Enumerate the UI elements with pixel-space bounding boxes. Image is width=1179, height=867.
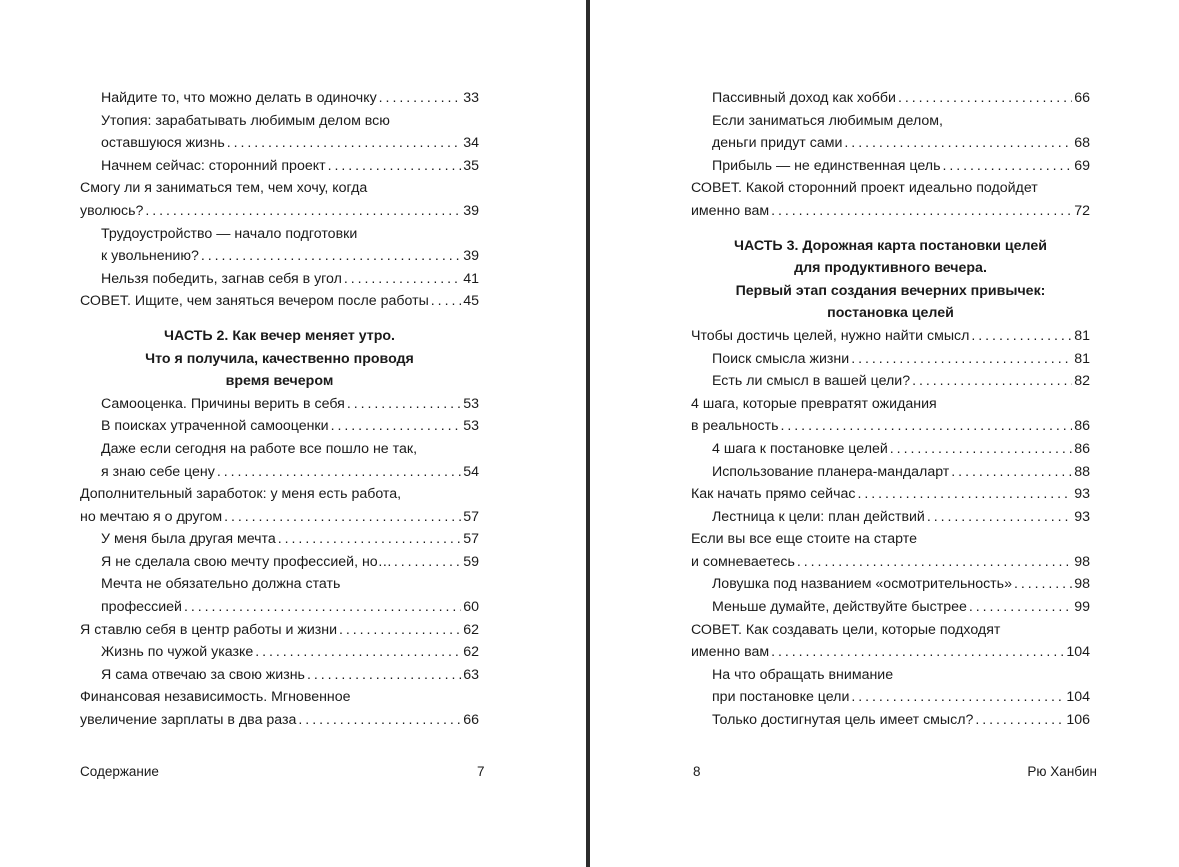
- toc-entry-title: Трудоустройство — начало подготовки: [101, 225, 358, 242]
- section-heading-line: постановка целей: [827, 305, 954, 322]
- toc-entry-line: [80, 200, 479, 223]
- footer-author: Рю Ханбин: [1027, 764, 1097, 779]
- toc-entry-line: [80, 290, 479, 313]
- toc-entry: [691, 596, 1090, 619]
- dot-leader: [969, 596, 1072, 619]
- dot-leader: [927, 506, 1072, 529]
- toc-entry-title: в реальность: [691, 418, 779, 435]
- toc-entry-line: [101, 415, 479, 438]
- toc-page-number: 98: [1074, 576, 1090, 593]
- toc-page-number: 81: [1074, 327, 1090, 344]
- toc-entry-title: Даже если сегодня на работе все пошло не так,: [101, 440, 418, 457]
- toc-entry-line: [80, 483, 479, 506]
- toc-entry-title: СОВЕТ. Какой сторонний проект идеально подойдет: [691, 180, 1038, 197]
- toc-entry-line: [712, 110, 1090, 133]
- toc-entry: [80, 393, 479, 416]
- toc-entry-line: [101, 155, 479, 178]
- toc-entry-title: Чтобы достичь целей, нужно найти смысл: [691, 327, 970, 344]
- toc-entry: [691, 325, 1090, 348]
- dot-leader: [771, 641, 1064, 664]
- toc-entry-title: деньги придут сами: [712, 135, 843, 152]
- toc-entry-title: Я сама отвечаю за свою жизнь: [101, 666, 305, 683]
- toc-entry: [80, 268, 479, 291]
- toc-entry-line: [101, 461, 479, 484]
- toc-entry-line: [101, 528, 479, 551]
- toc-entry-line: [712, 132, 1090, 155]
- toc-entry-line: [712, 155, 1090, 178]
- toc-page-number: 62: [463, 621, 479, 638]
- toc-entry: [80, 551, 479, 574]
- dot-leader: [328, 155, 462, 178]
- toc-entry-line: [80, 709, 479, 732]
- toc-entry: [691, 506, 1090, 529]
- toc-page-number: 57: [463, 531, 479, 548]
- dot-leader: [201, 245, 461, 268]
- toc-entry-title: я знаю себе цену: [101, 463, 215, 480]
- toc-entry-title: оставшуюся жизнь: [101, 135, 225, 152]
- toc-page-number: 99: [1074, 599, 1090, 616]
- dot-leader: [298, 709, 461, 732]
- right-toc: [691, 87, 1090, 732]
- toc-entry-line: [101, 438, 479, 461]
- toc-entry-line: [691, 619, 1090, 642]
- toc-entry-title: Утопия: зарабатывать любимым делом всю: [101, 112, 390, 129]
- section-heading-line: для продуктивного вечера.: [794, 260, 987, 277]
- dot-leader: [227, 132, 461, 155]
- toc-entry-title: Как начать прямо сейчас: [691, 486, 856, 503]
- toc-page-number: 57: [463, 508, 479, 525]
- footer-book-section: Содержание: [80, 764, 159, 779]
- toc-entry-title: Жизнь по чужой указке: [101, 644, 254, 661]
- toc-entry-title: увеличение зарплаты в два раза: [80, 712, 297, 729]
- dot-leader: [858, 483, 1073, 506]
- toc-entry-line: [712, 709, 1090, 732]
- toc-entry-title: Дополнительный заработок: у меня есть работа,: [80, 486, 402, 503]
- toc-entry-title: Меньше думайте, действуйте быстрее: [712, 599, 967, 616]
- toc-entry-title: профессией: [101, 599, 182, 616]
- toc-entry: [691, 438, 1090, 461]
- dot-leader: [431, 290, 461, 313]
- toc-entry-line: [691, 483, 1090, 506]
- toc-page-number: 39: [463, 202, 479, 219]
- toc-entry-line: [101, 223, 479, 246]
- toc-entry-line: [712, 506, 1090, 529]
- toc-page-number: 59: [463, 553, 479, 570]
- toc-entry-line: [101, 551, 479, 574]
- toc-entry-title: к увольнению?: [101, 248, 199, 265]
- toc-entry-line: [712, 664, 1090, 687]
- toc-entry-line: [101, 268, 479, 291]
- dot-leader: [797, 551, 1072, 574]
- toc-entry-title: Если заниматься любимым делом,: [712, 112, 943, 129]
- dot-leader: [255, 641, 461, 664]
- toc-entry-title: Найдите то, что можно делать в одиночку: [101, 90, 377, 106]
- toc-entry: [80, 573, 479, 618]
- toc-entry-title: Начнем сейчас: сторонний проект: [101, 157, 326, 174]
- toc-entry-title: Использование планера-мандаларт: [712, 463, 950, 480]
- toc-entry: [691, 155, 1090, 178]
- right-toc-top: [691, 87, 1090, 223]
- toc-page-number: 104: [1066, 689, 1090, 706]
- right-toc-bottom: [691, 325, 1090, 732]
- left-page: [0, 0, 586, 867]
- toc-entry-line: [101, 641, 479, 664]
- toc-entry-title: СОВЕТ. Как создавать цели, которые подходят: [691, 621, 1001, 638]
- toc-entry: [80, 438, 479, 483]
- dot-leader: [217, 461, 461, 484]
- dot-leader: [1014, 573, 1072, 596]
- toc-page-number: 66: [463, 712, 479, 729]
- toc-page-number: 39: [463, 248, 479, 265]
- dot-leader: [184, 596, 461, 619]
- toc-page-number: 93: [1074, 508, 1090, 525]
- toc-entry-line: [80, 619, 479, 642]
- dot-leader: [912, 370, 1072, 393]
- toc-page-number: 81: [1074, 350, 1090, 367]
- toc-entry-line: [101, 573, 479, 596]
- dot-leader: [951, 461, 1072, 484]
- toc-entry-title: именно вам: [691, 644, 770, 661]
- toc-entry: [80, 155, 479, 178]
- toc-entry-line: [101, 393, 479, 416]
- toc-entry-title: Самооценка. Причины верить в себя: [101, 395, 345, 412]
- toc-page-number: 63: [463, 666, 479, 683]
- toc-page-number: 60: [463, 599, 479, 616]
- toc-entry-title: На что обращать внимание: [712, 666, 894, 683]
- toc-entry: [80, 686, 479, 731]
- dot-leader: [898, 87, 1072, 110]
- toc-page-number: 88: [1074, 463, 1090, 480]
- toc-entry-title: и сомневаетесь: [691, 553, 795, 570]
- dot-leader: [307, 664, 461, 687]
- toc-entry: [691, 348, 1090, 371]
- section-heading-line: Первый этап создания вечерних привычек:: [735, 282, 1046, 299]
- toc-entry-line: [80, 686, 479, 709]
- toc-entry-title: Я не сделала свою мечту профессией, но…: [101, 553, 392, 570]
- toc-page-number: 35: [463, 157, 479, 174]
- dot-leader: [278, 528, 461, 551]
- toc-entry-title: уволюсь?: [80, 202, 144, 219]
- toc-entry-title: 4 шага, которые превратят ожидания: [691, 395, 937, 412]
- right-page: [590, 0, 1179, 867]
- toc-entry: [691, 370, 1090, 393]
- dot-leader: [942, 155, 1072, 178]
- toc-entry: [691, 528, 1090, 573]
- toc-page-number: 53: [463, 395, 479, 412]
- dot-leader: [781, 415, 1073, 438]
- section-heading-line: ЧАСТЬ 3. Дорожная карта постановки целей: [734, 237, 1047, 254]
- dot-leader: [890, 438, 1072, 461]
- toc-entry-line: [691, 415, 1090, 438]
- toc-entry: [80, 87, 479, 110]
- left-toc: [80, 87, 479, 732]
- toc-entry-line: [712, 370, 1090, 393]
- left-toc-bottom: [80, 393, 479, 732]
- toc-entry-title: Лестница к цели: план действий: [712, 508, 925, 525]
- toc-page-number: 54: [463, 463, 479, 480]
- left-page-number: 7: [477, 764, 485, 779]
- dot-leader: [347, 393, 461, 416]
- toc-entry-line: [712, 596, 1090, 619]
- toc-entry: [691, 709, 1090, 732]
- toc-entry-line: [712, 87, 1090, 110]
- toc-entry: [691, 87, 1090, 110]
- dot-leader: [975, 709, 1064, 732]
- toc-entry-title: Нельзя победить, загнав себя в угол: [101, 270, 342, 287]
- toc-entry-line: [691, 177, 1090, 200]
- toc-page-number: 98: [1074, 553, 1090, 570]
- toc-page-number: 33: [463, 90, 479, 106]
- dot-leader: [971, 325, 1072, 348]
- toc-entry: [691, 461, 1090, 484]
- toc-page-number: 45: [463, 293, 479, 310]
- toc-entry-line: [101, 87, 479, 110]
- toc-page-number: 86: [1074, 440, 1090, 457]
- toc-entry-title: Если вы все еще стоите на старте: [691, 531, 917, 548]
- right-section-heading: [691, 235, 1090, 325]
- toc-page-number: 66: [1074, 90, 1090, 106]
- toc-entry-line: [712, 573, 1090, 596]
- toc-entry-title: именно вам: [691, 202, 770, 219]
- dot-leader: [339, 619, 461, 642]
- toc-page-number: 62: [463, 644, 479, 661]
- section-heading-line: Что я получила, качественно проводя: [145, 350, 414, 367]
- toc-entry-line: [101, 110, 479, 133]
- toc-entry-title: Мечта не обязательно должна стать: [101, 576, 341, 593]
- toc-entry-title: Я ставлю себя в центр работы и жизни: [80, 621, 338, 638]
- toc-page-number: 72: [1074, 202, 1090, 219]
- toc-entry-title: Только достигнутая цель имеет смысл?: [712, 712, 974, 729]
- toc-entry-title: Ловушка под названием «осмотрительность»: [712, 576, 1012, 593]
- toc-entry: [691, 483, 1090, 506]
- toc-page-number: 93: [1074, 486, 1090, 503]
- toc-entry-line: [712, 461, 1090, 484]
- toc-entry-title: Есть ли смысл в вашей цели?: [712, 373, 911, 390]
- toc-entry-title: Пассивный доход как хобби: [712, 90, 896, 106]
- toc-entry: [691, 619, 1090, 664]
- toc-page-number: 41: [463, 270, 479, 287]
- toc-entry: [691, 110, 1090, 155]
- toc-entry-line: [691, 325, 1090, 348]
- toc-entry-line: [712, 438, 1090, 461]
- toc-entry: [80, 177, 479, 222]
- toc-entry-title: У меня была другая мечта: [101, 531, 276, 548]
- dot-leader: [344, 268, 461, 291]
- toc-page-number: 106: [1066, 712, 1090, 729]
- dot-leader: [851, 348, 1072, 371]
- toc-entry-title: Прибыль — не единственная цель: [712, 157, 941, 174]
- toc-entry-line: [101, 245, 479, 268]
- toc-entry-line: [712, 348, 1090, 371]
- toc-entry-line: [80, 177, 479, 200]
- toc-entry-title: СОВЕТ. Ищите, чем заняться вечером после работы: [80, 293, 429, 310]
- toc-page-number: 68: [1074, 135, 1090, 152]
- right-page-number: 8: [693, 764, 701, 779]
- dot-leader: [145, 200, 461, 223]
- toc-entry: [80, 415, 479, 438]
- toc-entry: [80, 619, 479, 642]
- left-toc-top: [80, 87, 479, 313]
- left-section-heading: [80, 325, 479, 393]
- toc-page-number: 69: [1074, 157, 1090, 174]
- toc-entry: [80, 290, 479, 313]
- toc-entry-line: [691, 393, 1090, 416]
- toc-entry-line: [101, 132, 479, 155]
- toc-entry-title: Финансовая независимость. Мгновенное: [80, 689, 351, 706]
- dot-leader: [394, 551, 461, 574]
- dot-leader: [379, 87, 462, 110]
- toc-entry-line: [101, 664, 479, 687]
- toc-entry: [80, 641, 479, 664]
- toc-entry: [691, 177, 1090, 222]
- toc-page-number: 53: [463, 418, 479, 435]
- toc-page-number: 104: [1066, 644, 1090, 661]
- toc-entry: [80, 528, 479, 551]
- toc-entry: [80, 483, 479, 528]
- toc-entry-title: В поисках утраченной самооценки: [101, 418, 329, 435]
- toc-entry-title: но мечтаю я о другом: [80, 508, 223, 525]
- toc-entry-title: 4 шага к постановке целей: [712, 440, 888, 457]
- toc-entry-title: Поиск смысла жизни: [712, 350, 850, 367]
- section-heading-line: ЧАСТЬ 2. Как вечер меняет утро.: [163, 327, 396, 344]
- toc-entry-line: [80, 506, 479, 529]
- dot-leader: [224, 506, 461, 529]
- toc-entry: [80, 110, 479, 155]
- toc-entry-line: [101, 596, 479, 619]
- section-heading-line: время вечером: [225, 373, 334, 390]
- dot-leader: [771, 200, 1072, 223]
- toc-entry: [691, 393, 1090, 438]
- toc-page-number: 82: [1074, 373, 1090, 390]
- toc-entry: [80, 223, 479, 268]
- dot-leader: [851, 686, 1064, 709]
- toc-page-number: 34: [463, 135, 479, 152]
- toc-entry-title: Смогу ли я заниматься тем, чем хочу, когда: [80, 180, 368, 197]
- dot-leader: [331, 415, 462, 438]
- toc-entry-line: [691, 551, 1090, 574]
- dot-leader: [844, 132, 1072, 155]
- toc-entry-line: [712, 686, 1090, 709]
- toc-entry: [691, 573, 1090, 596]
- toc-entry-line: [691, 528, 1090, 551]
- toc-entry-line: [691, 641, 1090, 664]
- toc-entry: [691, 664, 1090, 709]
- toc-entry-line: [691, 200, 1090, 223]
- toc-entry: [80, 664, 479, 687]
- toc-page-number: 86: [1074, 418, 1090, 435]
- toc-entry-title: при постановке цели: [712, 689, 850, 706]
